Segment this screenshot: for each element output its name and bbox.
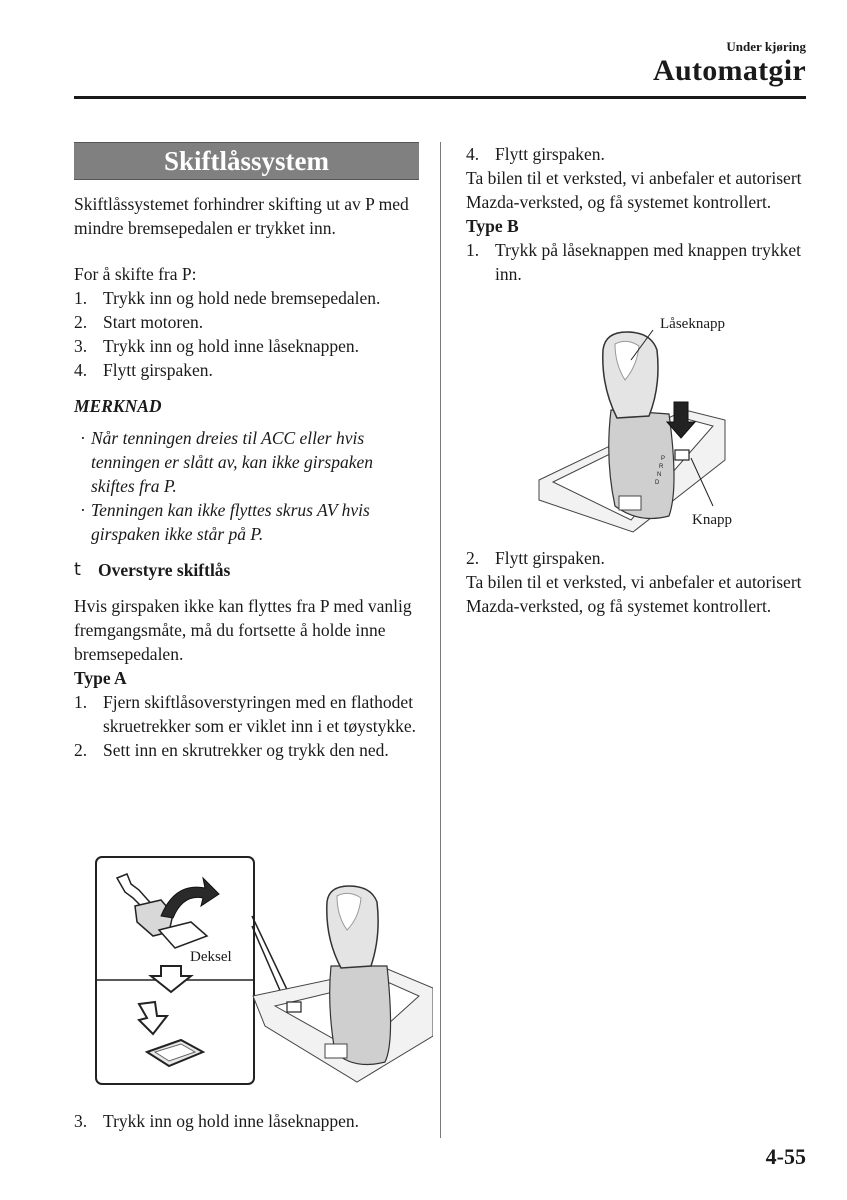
type-b-illustration <box>535 310 805 535</box>
shift-from-p-label: For å skifte fra P: <box>74 264 197 284</box>
page-number: 4-55 <box>765 1144 806 1169</box>
shift-steps-list <box>74 286 419 382</box>
type-b-label: Type B <box>466 216 519 236</box>
right-column <box>466 142 811 286</box>
workshop-paragraph-1: Ta bilen til et verksted, vi anbefaler et autorisert Mazda-verksted, og få systemet kontrollert. <box>466 168 802 212</box>
type-a-step-4 <box>466 142 811 166</box>
list-item: 4. Flytt girspaken. <box>466 144 605 164</box>
list-item: 1. Trykk på låseknappen med knappen trykket inn. <box>466 240 802 284</box>
section-header: Under kjøring <box>726 39 806 54</box>
svg-text:P: P <box>661 456 666 462</box>
list-item: 1. Trykk inn og hold nede bremsepedalen. <box>74 288 381 308</box>
svg-text:D: D <box>655 480 660 486</box>
svg-text:R: R <box>659 464 664 470</box>
override-heading: t Overstyre skiftlås <box>74 560 231 580</box>
left-bottom-step <box>74 1109 419 1133</box>
note-item: · Når tenningen dreies til ACC eller hvis tenningen er slått av, kan ikke girspaken skiftes fra P. <box>80 428 374 496</box>
list-item: 1. Fjern skiftlåsoverstyringen med en flathodet skruetrekker som er viklet inn i et tøystykke. <box>74 692 416 736</box>
right-column-continued <box>466 546 811 618</box>
page-title: Automatgir <box>653 54 806 87</box>
list-item: 2. Sett inn en skrutrekker og trykk den ned. <box>74 740 389 760</box>
figure-label-laseknapp: Låseknapp <box>660 316 725 332</box>
header-rule <box>74 96 806 99</box>
list-item: 3. Trykk inn og hold inne låseknappen. <box>74 1111 359 1131</box>
type-a-step-3 <box>74 1109 419 1133</box>
list-item: 2. Flytt girspaken. <box>466 548 605 568</box>
section-marker-icon: t <box>74 560 81 580</box>
svg-text:N: N <box>657 472 662 478</box>
note-title: MERKNAD <box>74 396 162 416</box>
section-banner: Skiftlåssystem <box>74 142 419 180</box>
type-b-step-2 <box>466 546 811 570</box>
list-item: 3. Trykk inn og hold inne låseknappen. <box>74 336 359 356</box>
type-a-label: Type A <box>74 668 127 688</box>
type-b-step-1 <box>466 238 811 286</box>
type-b-illustration-svg <box>535 310 805 535</box>
note-list <box>74 426 419 546</box>
column-divider <box>440 142 441 1138</box>
workshop-paragraph-2: Ta bilen til et verksted, vi anbefaler et autorisert Mazda-verksted, og få systemet kontrollert. <box>466 572 802 616</box>
type-a-illustration <box>95 856 433 1086</box>
type-a-steps-list <box>74 690 419 762</box>
figure-label-deksel: Deksel <box>190 949 232 965</box>
intro-paragraph: Skiftlåssystemet forhindrer skifting ut av P med mindre bremsepedalen er trykket inn. <box>74 194 409 238</box>
override-intro: Hvis girspaken ikke kan flyttes fra P med vanlig fremgangsmåte, må du fortsette å holde inne bremsepedalen. <box>74 596 412 664</box>
list-item: 2. Start motoren. <box>74 312 204 332</box>
note-item: · Tenningen kan ikke flyttes skrus AV hvis girspaken ikke står på P. <box>80 500 370 544</box>
left-column <box>74 142 419 762</box>
type-a-illustration-svg <box>95 856 433 1086</box>
figure-label-knapp: Knapp <box>692 512 732 528</box>
list-item: 4. Flytt girspaken. <box>74 360 213 380</box>
